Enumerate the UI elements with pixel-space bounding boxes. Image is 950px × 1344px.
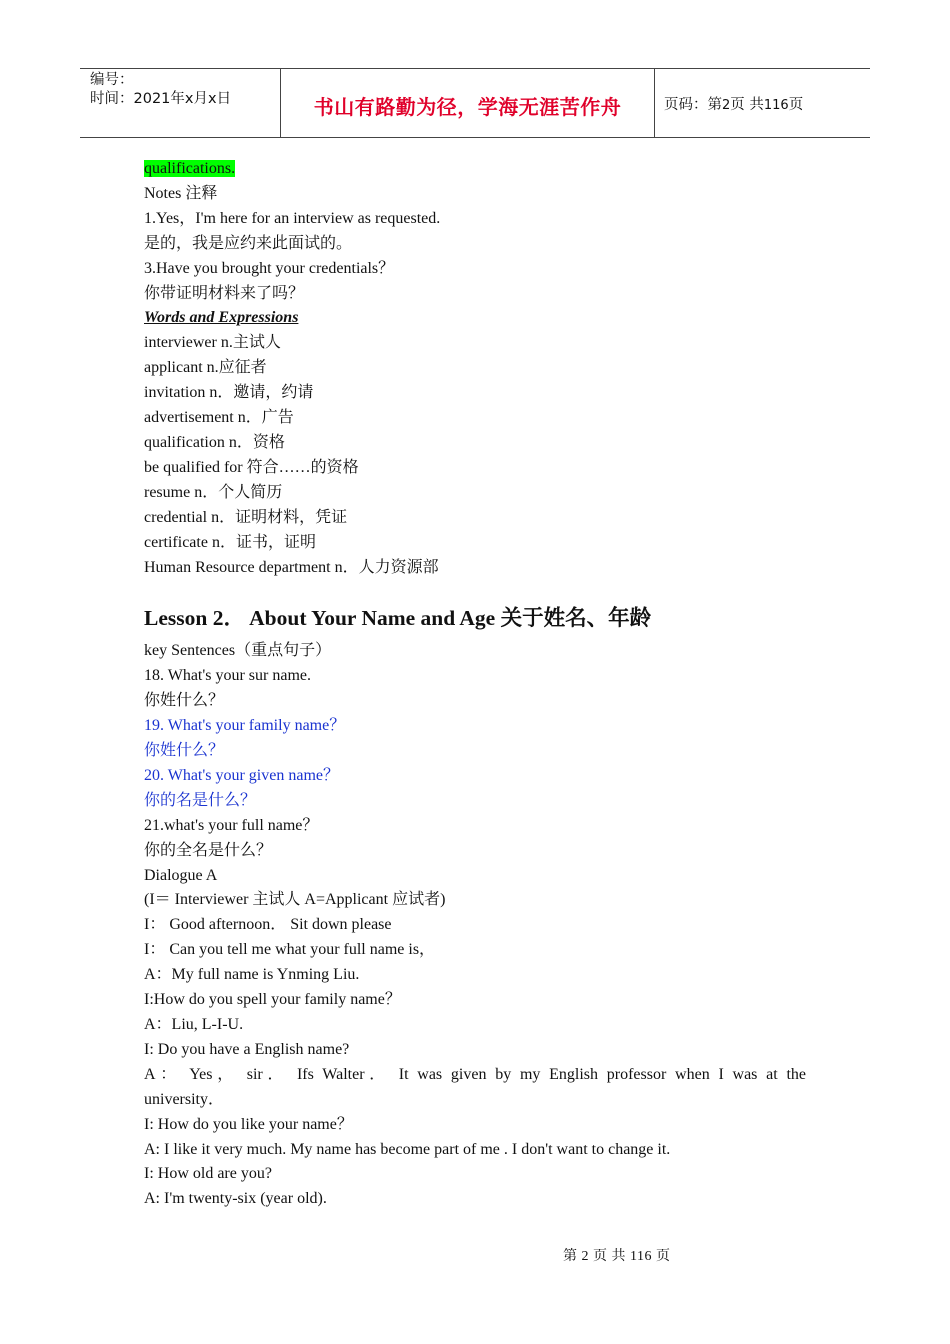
header-info-cell xyxy=(80,69,281,137)
words-heading: Words and Expressions xyxy=(144,309,299,327)
dialogue-line: A: I'm twenty-six (year old). xyxy=(144,1190,327,1208)
notes-line: 3.Have you brought your credentials？ xyxy=(144,259,395,277)
highlighted-text: qualifications. xyxy=(144,160,236,177)
blue-sentence-line: 20. What's your given name？ xyxy=(144,766,339,784)
page-header xyxy=(80,68,870,138)
document-body xyxy=(144,157,806,1212)
vocab-item: advertisement n．广告 xyxy=(144,409,294,427)
dialogue-line: university． xyxy=(144,1090,224,1108)
vocab-item: Human Resource department n．人力资源部 xyxy=(144,558,439,576)
dialogue-line: I： Can you tell me what your full name is， xyxy=(144,941,436,959)
page-mid-label: 页 共 xyxy=(730,97,764,113)
vocab-item: applicant n.应征者 xyxy=(144,359,267,377)
total-pages: 116 xyxy=(763,98,789,113)
notes-line: 是的，我是应约来此面试的。 xyxy=(144,234,353,252)
blue-sentence-line: 你姓什么？ xyxy=(144,742,225,760)
blue-sentence-line: 19. What's your family name？ xyxy=(144,717,346,735)
serial-label: 编号： xyxy=(90,72,134,88)
dialogue-line: I:How do you spell your family name？ xyxy=(144,991,401,1009)
vocab-item: be qualified for 符合……的资格 xyxy=(144,458,359,476)
notes-line: Notes 注释 xyxy=(144,184,218,202)
vocab-item: credential n．证明材料，凭证 xyxy=(144,508,348,526)
date-label: 时间：2021年x月x日 xyxy=(90,91,232,107)
dialogue-line: Dialogue A xyxy=(144,866,218,884)
lesson-title: Lesson 2． About Your Name and Age 关于姓名、年龄 xyxy=(144,606,652,631)
page-label: 页码：第 xyxy=(664,97,722,113)
vocab-item: invitation n．邀请，约请 xyxy=(144,384,314,402)
dialogue-line: I: How old are you? xyxy=(144,1165,272,1183)
key-sentence-line: 18. What's your sur name. xyxy=(144,667,311,685)
notes-line: 你带证明材料来了吗？ xyxy=(144,284,305,302)
dialogue-line: (I＝ Interviewer 主试人 A=Applicant 应试者) xyxy=(144,891,446,909)
key-sentence-line: key Sentences（重点句子） xyxy=(144,642,332,660)
dialogue-line-justified: A： Yes， sir． Ifs Walter． It was given by my English professor when I was at the xyxy=(144,1065,806,1083)
header-page-cell xyxy=(655,69,870,137)
page-footer: 第 2 页 共 116 页 xyxy=(563,1249,671,1264)
vocab-item: interviewer n.主试人 xyxy=(144,334,281,352)
vocab-item: certificate n．证书，证明 xyxy=(144,533,316,551)
dialogue-line: I: Do you have a English name? xyxy=(144,1040,350,1058)
dialogue-line: 21.what's your full name？ xyxy=(144,816,319,834)
highlighted-line xyxy=(144,157,806,182)
header-motto-cell xyxy=(281,69,655,137)
dialogue-line: 你的全名是什么？ xyxy=(144,841,273,859)
page-end-label: 页 xyxy=(788,97,804,113)
dialogue-line: I： Good afternoon． Sit down please xyxy=(144,916,392,934)
key-sentence-line: 你姓什么？ xyxy=(144,692,225,710)
dialogue-line: A：Liu, L-I-U. xyxy=(144,1016,244,1033)
blue-sentence-line: 你的名是什么？ xyxy=(144,791,257,809)
dialogue-line: A：My full name is Ynming Liu. xyxy=(144,966,360,984)
dialogue-line: I: How do you like your name？ xyxy=(144,1115,353,1133)
dialogue-line: A: I like it very much. My name has become part of me . I don't want to change it. xyxy=(144,1140,671,1158)
vocab-item: qualification n．资格 xyxy=(144,433,285,451)
page-number: 2 xyxy=(722,98,731,113)
vocab-item: resume n．个人简历 xyxy=(144,483,283,501)
header-motto: 书山有路勤为径，学海无涯苦作舟 xyxy=(313,95,622,119)
notes-line: 1.Yes，I'm here for an interview as requested. xyxy=(144,209,441,227)
